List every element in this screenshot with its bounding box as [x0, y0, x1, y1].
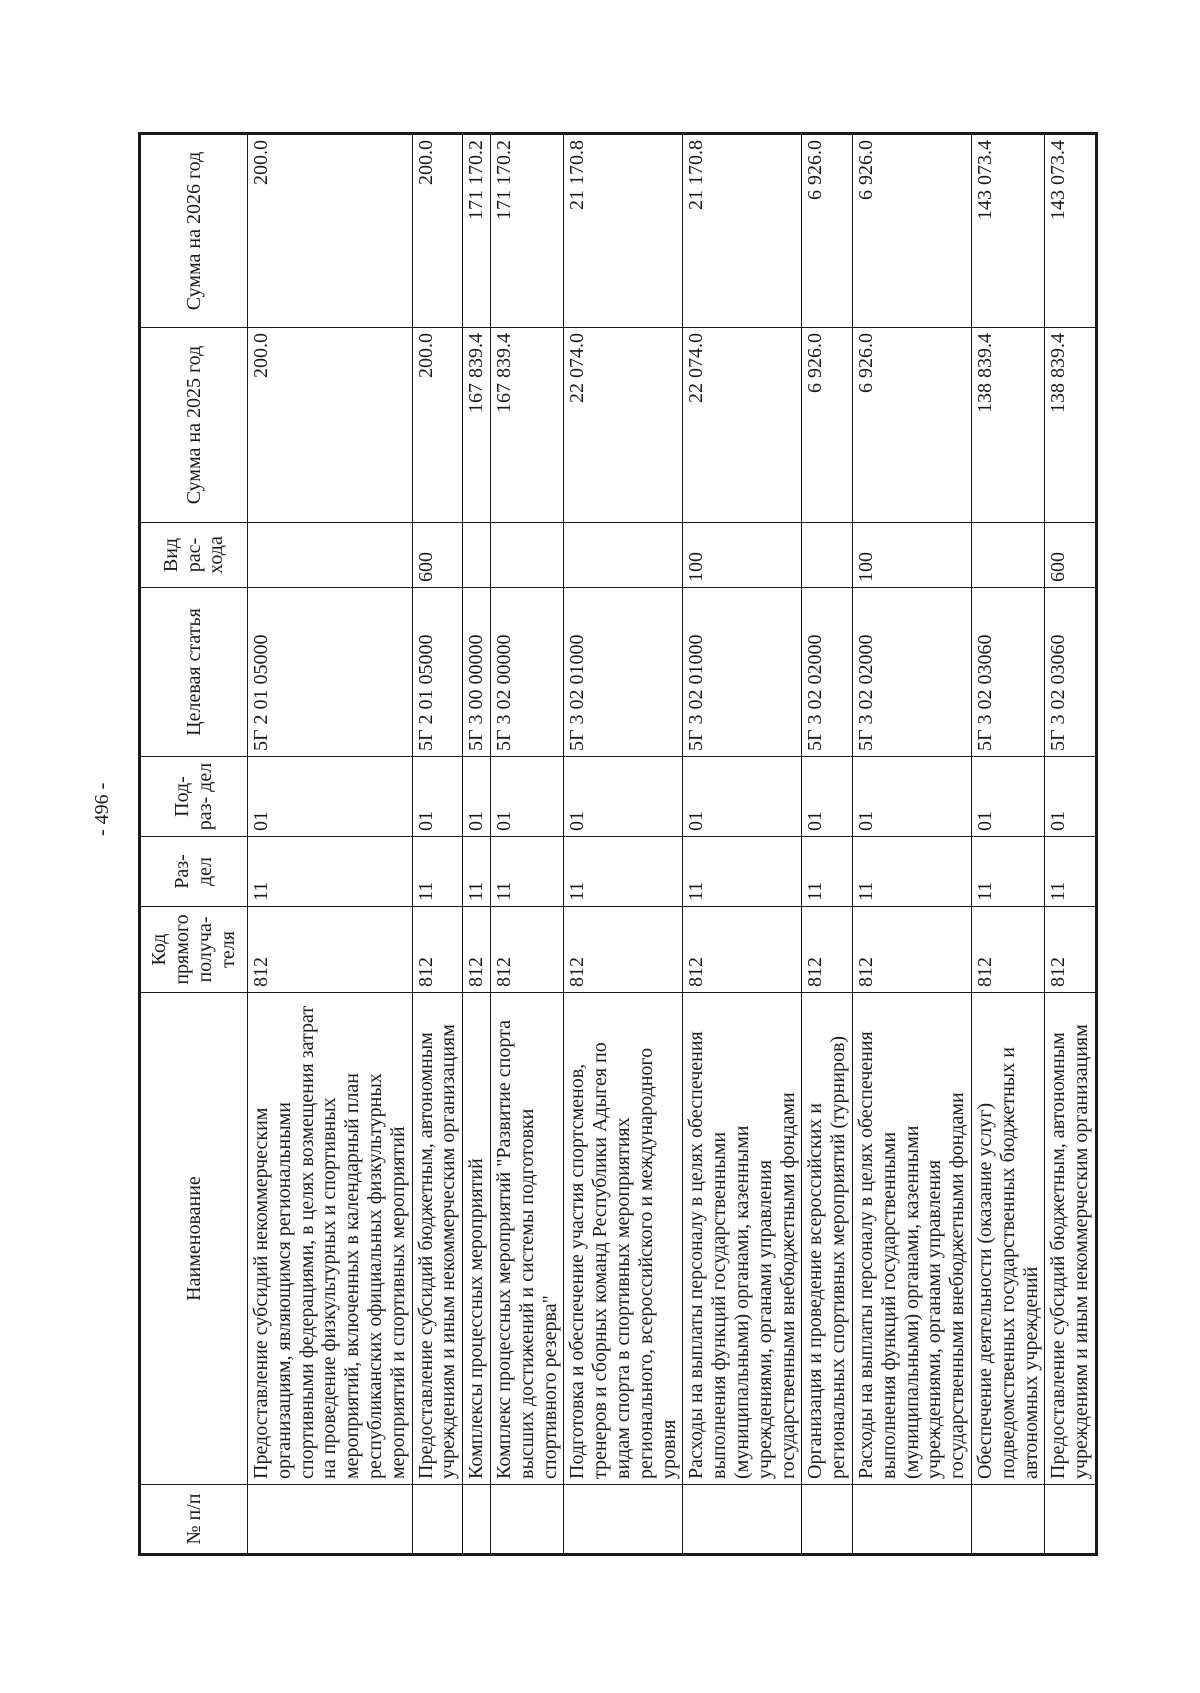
cell-name: Подготовка и обеспечение участия спортсменов, тренеров и сборных команд Республики Адыгея по видам спорта в спортивных мероприятиях регионального, всероссийского и международного уровня: [564, 993, 683, 1485]
cell-num: [1045, 1485, 1097, 1555]
cell-target-article: 5Г 3 00 00000: [463, 588, 491, 757]
cell-recipient-code: 812: [490, 907, 563, 993]
cell-amount-2025: 138 839.4: [1045, 328, 1097, 523]
cell-name: Предоставление субсидий бюджетным, автономным учреждениям и иным некоммерческим организациям: [412, 993, 463, 1485]
cell-target-article: 5Г 3 02 03060: [1045, 588, 1097, 757]
cell-name: Комплексы процессных мероприятий: [463, 993, 491, 1485]
cell-target-article: 5Г 2 01 05000: [412, 588, 463, 757]
cell-recipient-code: 812: [1045, 907, 1097, 993]
rotated-page: [138, 135, 1098, 1556]
cell-num: [802, 1485, 853, 1555]
cell-num: [490, 1485, 563, 1555]
cell-recipient-code: 812: [463, 907, 491, 993]
cell-target-article: 5Г 3 02 00000: [490, 588, 563, 757]
cell-amount-2026: 171 170.2: [463, 134, 491, 328]
cell-subsection: 01: [564, 757, 683, 837]
cell-recipient-code: 812: [248, 907, 413, 993]
cell-num: [852, 1485, 971, 1555]
header-target-article: Целевая статья: [140, 588, 248, 757]
cell-num: [564, 1485, 683, 1555]
cell-recipient-code: 812: [971, 907, 1044, 993]
cell-expense-kind: 600: [412, 523, 463, 588]
cell-section: 11: [683, 837, 802, 907]
table-row: [248, 134, 413, 1555]
table-row: [802, 134, 853, 1555]
cell-subsection: 01: [971, 757, 1044, 837]
table-row: [490, 134, 563, 1555]
cell-target-article: 5Г 3 02 01000: [564, 588, 683, 757]
cell-target-article: 5Г 3 02 03060: [971, 588, 1044, 757]
page-number: - 496 -: [91, 782, 113, 836]
cell-amount-2026: 6 926.0: [802, 134, 853, 328]
cell-recipient-code: 812: [412, 907, 463, 993]
cell-expense-kind: [248, 523, 413, 588]
cell-expense-kind: [971, 523, 1044, 588]
cell-expense-kind: [564, 523, 683, 588]
cell-amount-2025: 200.0: [412, 328, 463, 523]
cell-target-article: 5Г 3 02 02000: [802, 588, 853, 757]
cell-amount-2025: 22 074.0: [564, 328, 683, 523]
cell-subsection: 01: [683, 757, 802, 837]
cell-subsection: 01: [490, 757, 563, 837]
cell-name: Предоставление субсидий бюджетным, автономным учреждениям и иным некоммерческим организациям: [1045, 993, 1097, 1485]
cell-target-article: 5Г 2 01 05000: [248, 588, 413, 757]
table-row: [412, 134, 463, 1555]
header-section: Раз- дел: [140, 837, 248, 907]
cell-expense-kind: [463, 523, 491, 588]
budget-table: [138, 132, 1098, 1556]
cell-recipient-code: 812: [683, 907, 802, 993]
header-name: Наименование: [140, 993, 248, 1485]
cell-expense-kind: 100: [852, 523, 971, 588]
cell-expense-kind: 600: [1045, 523, 1097, 588]
cell-subsection: 01: [412, 757, 463, 837]
cell-name: Комплекс процессных мероприятий "Развитие спорта высших достижений и системы подготовки спортивного резерва": [490, 993, 563, 1485]
cell-subsection: 01: [1045, 757, 1097, 837]
cell-amount-2025: 200.0: [248, 328, 413, 523]
cell-num: [412, 1485, 463, 1555]
cell-subsection: 01: [248, 757, 413, 837]
cell-amount-2026: 143 073.4: [1045, 134, 1097, 328]
cell-name: Расходы на выплаты персоналу в целях обеспечения выполнения функций государственными (муниципальными) органами, казенными учреждениями, органами управления государственными внебюджетными фондами: [683, 993, 802, 1485]
table-row: [852, 134, 971, 1555]
table-header-row: [140, 134, 248, 1555]
cell-amount-2025: 22 074.0: [683, 328, 802, 523]
cell-amount-2026: 200.0: [248, 134, 413, 328]
table-row: [1045, 134, 1097, 1555]
cell-name: Организация и проведение всероссийских и региональных спортивных мероприятий (турниров): [802, 993, 853, 1485]
cell-section: 11: [1045, 837, 1097, 907]
header-amount-2025: Сумма на 2025 год: [140, 328, 248, 523]
header-num: № п/п: [140, 1485, 248, 1555]
header-amount-2026: Сумма на 2026 год: [140, 134, 248, 328]
table-row: [971, 134, 1044, 1555]
cell-target-article: 5Г 3 02 02000: [852, 588, 971, 757]
header-recipient-code: Код прямого получа- теля: [140, 907, 248, 993]
cell-amount-2025: 167 839.4: [463, 328, 491, 523]
cell-section: 11: [412, 837, 463, 907]
cell-section: 11: [971, 837, 1044, 907]
cell-recipient-code: 812: [564, 907, 683, 993]
cell-num: [683, 1485, 802, 1555]
header-expense-kind: Вид рас- хода: [140, 523, 248, 588]
cell-target-article: 5Г 3 02 01000: [683, 588, 802, 757]
cell-num: [971, 1485, 1044, 1555]
table-row: [683, 134, 802, 1555]
cell-subsection: 01: [802, 757, 853, 837]
cell-num: [248, 1485, 413, 1555]
cell-amount-2026: 143 073.4: [971, 134, 1044, 328]
cell-subsection: 01: [852, 757, 971, 837]
cell-expense-kind: [802, 523, 853, 588]
table-row: [463, 134, 491, 1555]
cell-section: 11: [463, 837, 491, 907]
cell-amount-2026: 6 926.0: [852, 134, 971, 328]
cell-section: 11: [852, 837, 971, 907]
cell-amount-2026: 21 170.8: [564, 134, 683, 328]
cell-section: 11: [564, 837, 683, 907]
cell-name: Предоставление субсидий некоммерческим организациям, являющимся региональными спортивными федерациями, в целях возмещения затрат на проведение физкультурных и спортивных мероприятий, включенных в календарный план республиканских официальных физкультурных мероприятий и спортивных мероприятий: [248, 993, 413, 1485]
cell-section: 11: [490, 837, 563, 907]
cell-recipient-code: 812: [852, 907, 971, 993]
cell-amount-2025: 6 926.0: [802, 328, 853, 523]
cell-amount-2025: 6 926.0: [852, 328, 971, 523]
cell-amount-2026: 21 170.8: [683, 134, 802, 328]
cell-section: 11: [248, 837, 413, 907]
cell-expense-kind: [490, 523, 563, 588]
cell-amount-2025: 167 839.4: [490, 328, 563, 523]
cell-recipient-code: 812: [802, 907, 853, 993]
header-subsection: Под- раз- дел: [140, 757, 248, 837]
cell-amount-2025: 138 839.4: [971, 328, 1044, 523]
cell-subsection: 01: [463, 757, 491, 837]
cell-section: 11: [802, 837, 853, 907]
cell-amount-2026: 171 170.2: [490, 134, 563, 328]
cell-amount-2026: 200.0: [412, 134, 463, 328]
cell-num: [463, 1485, 491, 1555]
table-row: [564, 134, 683, 1555]
cell-name: Обеспечение деятельности (оказание услуг) подведомственных государственных бюджетных и автономных учреждений: [971, 993, 1044, 1485]
cell-name: Расходы на выплаты персоналу в целях обеспечения выполнения функций государственными (муниципальными) органами, казенными учреждениями, органами управления государственными внебюджетными фондами: [852, 993, 971, 1485]
cell-expense-kind: 100: [683, 523, 802, 588]
